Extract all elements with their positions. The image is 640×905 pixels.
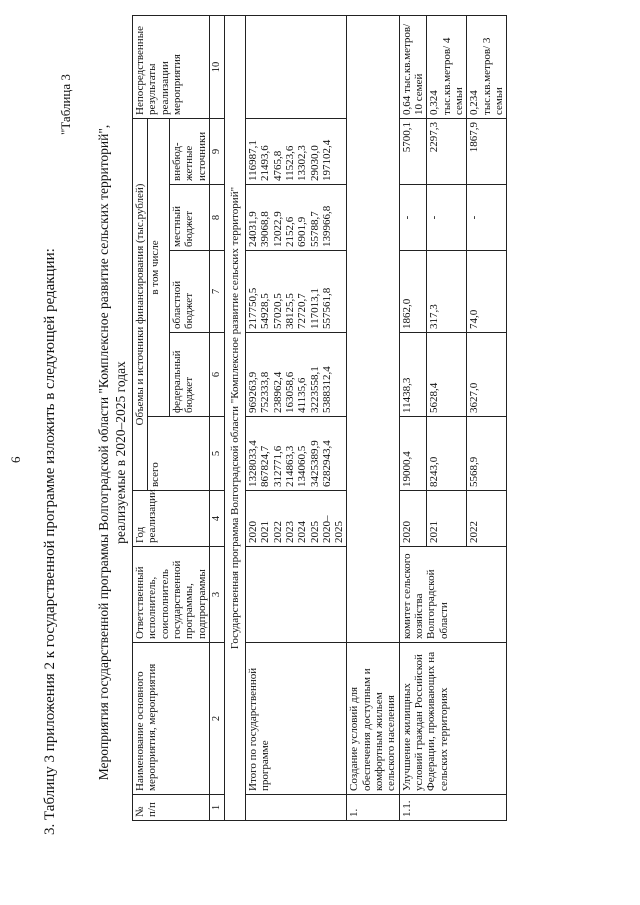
section-num: 1. — [347, 795, 399, 821]
table-title-line2: реализуемые в 2020–2025 годах — [113, 361, 128, 544]
table-row — [399, 15, 427, 820]
total-executor-cell — [245, 547, 347, 643]
total-regional: 217750,5 54928,5 57020,5 38125,5 72720,7 117013,1 557561,8 — [245, 251, 347, 333]
row-total: 5568,9 — [467, 417, 507, 491]
header-results: Непосредственные результаты реализации мероприятия — [133, 15, 210, 118]
total-num-cell — [245, 795, 347, 821]
row-federal: 5628,4 — [427, 333, 467, 417]
row-total: 19000,4 — [399, 417, 427, 491]
total-all: 1328033,4 867824,7 312771,6 214863,3 134060,5 3425389,9 6282943,4 — [245, 417, 347, 491]
row-extrabudget: 2297,3 — [427, 118, 467, 184]
amendment-heading: 3. Таблицу 3 приложения 2 к государственной программе изложить в следующей редакции: — [42, 248, 58, 835]
total-years: 2020 2021 2022 2023 2024 2025 2020–2025 — [245, 491, 347, 547]
header-num: № п/п — [133, 795, 210, 821]
program-title-row: Государственная программа Волгоградской области "Комплексное развитие сельских территорий" — [224, 15, 245, 820]
row-total: 8243,0 — [427, 417, 467, 491]
page-number: 6 — [8, 456, 23, 463]
col-number: 2 — [209, 643, 224, 795]
header-year: Год реализации — [133, 491, 210, 547]
col-number: 5 — [209, 417, 224, 491]
header-extrabudget: внебюд-жетные источники — [169, 118, 209, 184]
row-regional: 1862,0 — [399, 251, 427, 333]
section-name: Создание условий для обеспечения доступным и комфортным жильем сельского населения — [347, 643, 399, 795]
header-executor: Ответственный исполнитель, соисполнитель государственной программы, подпрограммы — [133, 547, 210, 643]
row-extrabudget: 1867,9 — [467, 118, 507, 184]
section-empty-cell — [347, 15, 399, 642]
col-number: 3 — [209, 547, 224, 643]
total-result-cell — [245, 15, 347, 118]
header-volumes: Объемы и источники финансирования (тыс.рублей) — [133, 118, 148, 490]
header-including: в том числе — [148, 118, 170, 416]
row-regional: 317,3 — [427, 251, 467, 333]
column-number-row — [209, 15, 224, 820]
row-local: - — [399, 185, 427, 251]
row-year: 2020 — [399, 491, 427, 547]
row-result: 0,64 тыс.кв.метров/ 10 семей — [399, 15, 427, 118]
row-federal: 11438,3 — [399, 333, 427, 417]
row-year: 2021 — [427, 491, 467, 547]
header-federal: федеральный бюджет — [169, 333, 209, 417]
total-extrabudget: 116987,1 21493,6 4765,8 11523,6 13302,3 29030,0 197102,4 — [245, 118, 347, 184]
total-label: Итого по государственной программе — [245, 643, 347, 795]
table-title-line1: Мероприятия государственной программы Волгоградской области "Комплексное развитие сельских территорий", — [96, 124, 111, 781]
row-regional: 74,0 — [467, 251, 507, 333]
col-number: 9 — [209, 118, 224, 184]
row-num: 1.1. — [399, 795, 507, 821]
header-name: Наименование основного мероприятия, мероприятия — [133, 643, 210, 795]
row-executor: комитет сельского хозяйства Волгоградской области — [399, 547, 507, 643]
col-number: 10 — [209, 15, 224, 118]
program-table — [132, 15, 507, 821]
header-regional: областной бюджет — [169, 251, 209, 333]
row-name: Улучшение жилищных условий граждан Российской Федерации, проживающих на сельских территориях — [399, 643, 507, 795]
row-local: - — [467, 185, 507, 251]
header-local: местный бюджет — [169, 185, 209, 251]
row-result: 0,234 тыс.кв.метров/ 3 семьи — [467, 15, 507, 118]
table-reference: "Таблица 3 — [58, 74, 73, 135]
col-number: 6 — [209, 333, 224, 417]
row-year: 2022 — [467, 491, 507, 547]
row-federal: 3627,0 — [467, 333, 507, 417]
col-number: 1 — [209, 795, 224, 821]
row-result: 0,324 тыс.кв.метров/ 4 семьи — [427, 15, 467, 118]
row-local: - — [427, 185, 467, 251]
total-local: 24031,9 39068,8 12022,9 2152,6 6901,9 55788,7 139966,8 — [245, 185, 347, 251]
section-row — [347, 15, 399, 820]
row-extrabudget: 5700,1 — [399, 118, 427, 184]
header-total: всего — [148, 417, 210, 491]
col-number: 4 — [209, 491, 224, 547]
total-federal: 969263,9 752333,8 238962,4 163058,6 41135,6 3223558,1 5388312,4 — [245, 333, 347, 417]
col-number: 7 — [209, 251, 224, 333]
col-number: 8 — [209, 185, 224, 251]
total-row — [245, 15, 347, 820]
